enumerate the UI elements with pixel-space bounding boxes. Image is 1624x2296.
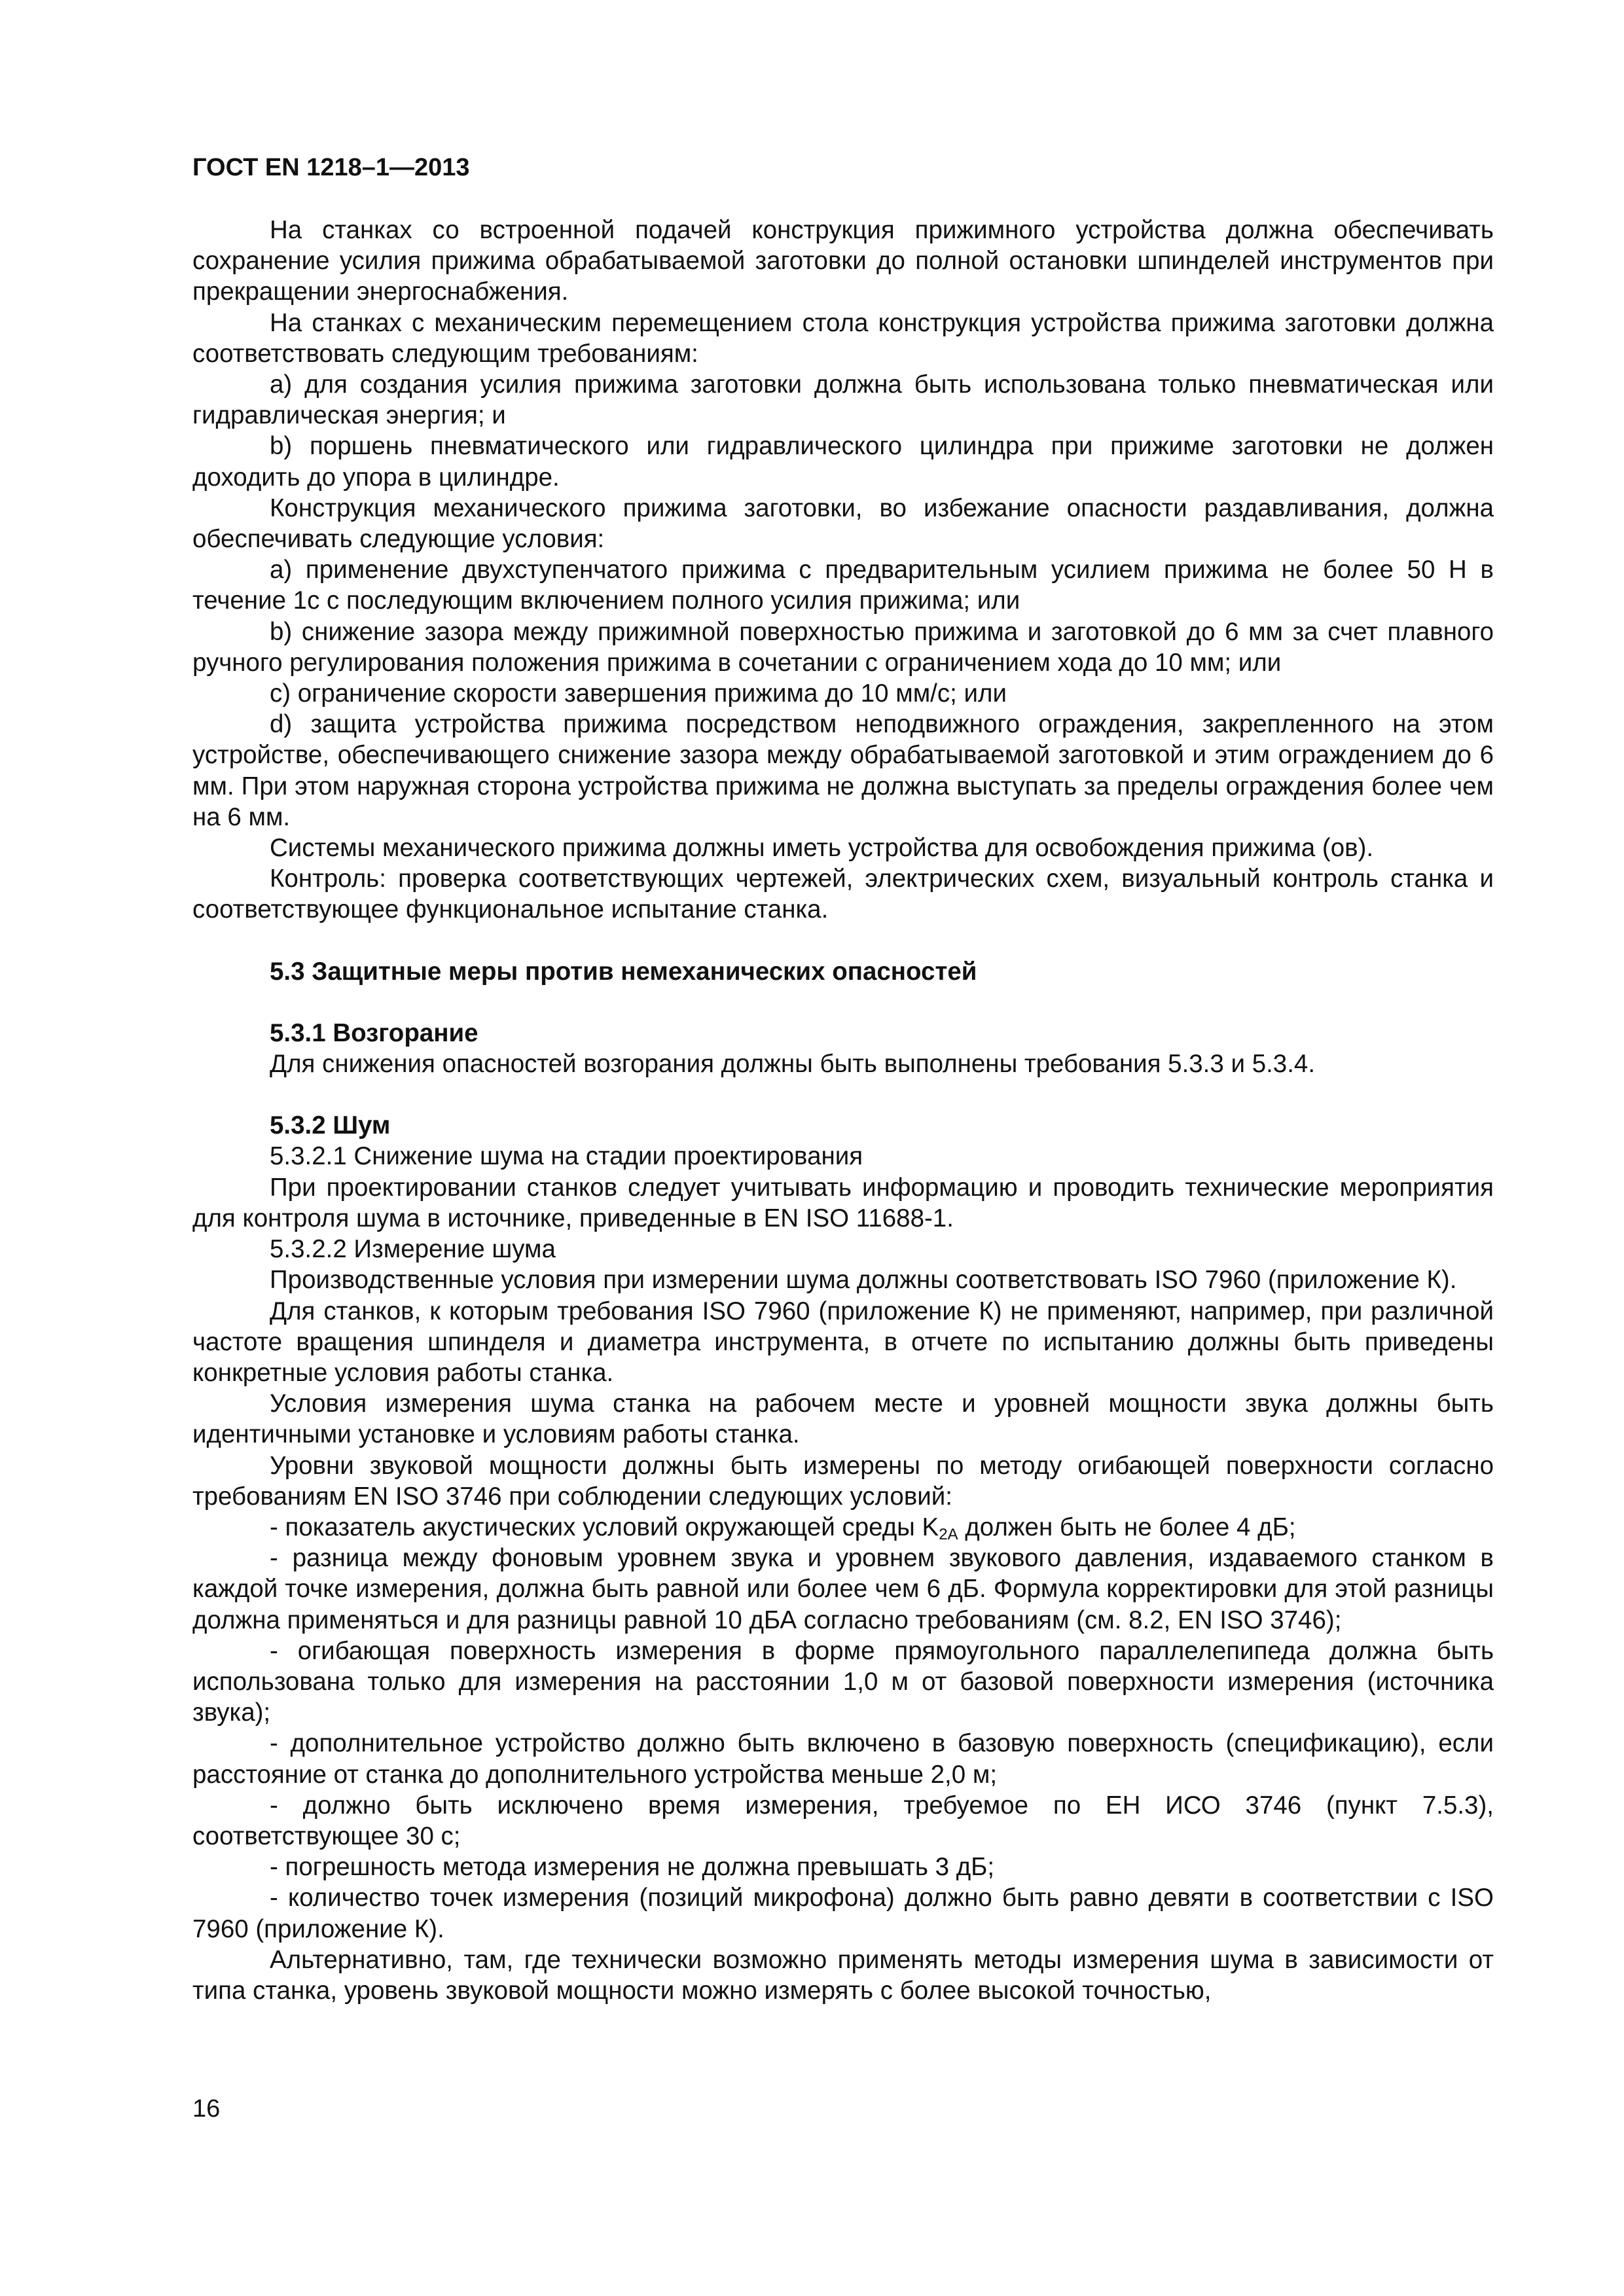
paragraph: На станках со встроенной подачей конструкция прижимного устройства должна обеспечивать сохранение усилия прижима обрабатываемой заготовки до полной остановки шпинделей инструментов при прекращении энергоснабжения.: [192, 216, 1494, 306]
condition-item: - должно быть исключено время измерения, требуемое по ЕН ИСО 3746 (пункт 7.5.3), соответствующее 30 с;: [192, 1791, 1494, 1850]
list-item: a) для создания усилия прижима заготовки должна быть использована только пневматическая или гидравлическая энергия; и: [192, 370, 1494, 430]
condition-item: - погрешность метода измерения не должна превышать 3 дБ;: [270, 1853, 995, 1882]
k2a-subscript: 2A: [939, 1525, 958, 1543]
condition-item: [192, 1512, 1494, 1543]
condition-item: - разница между фоновым уровнем звука и уровнем звукового давления, издаваемого станком в каждой точке измерения, должна быть равной или более чем 6 дБ. Формула корректировки для этой разницы должна применяться и для разницы равной 10 дБА согласно требованиям (см. 8.2, EN ISO 3746);: [192, 1544, 1494, 1634]
list-item: d) защита устройства прижима посредством неподвижного ограждения, закрепленного на этом устройстве, обеспечивающего снижение зазора между обрабатываемой заготовкой и этим ограждением до 6 мм. При этом наружная сторона устройства прижима не должна выступать за пределы ограждения более чем на 6 мм.: [192, 710, 1494, 831]
paragraph: Альтернативно, там, где технически возможно применять методы измерения шума в зависимости от типа станка, уровень звуковой мощности можно измерять с более высокой точностью,: [192, 1945, 1494, 2005]
subsection-heading: 5.3.2.2 Измерение шума: [270, 1235, 556, 1264]
section-heading-5-3-1: 5.3.1 Возгорание: [270, 1018, 478, 1047]
paragraph: Для станков, к которым требования ISO 7960 (приложение К) не применяют, например, при различной частоте вращения шпинделя и диаметра инструмента, в отчете по испытанию должны быть приведены конкретные условия работы станка.: [192, 1297, 1494, 1387]
paragraph: Системы механического прижима должны иметь устройства для освобождения прижима (ов).: [270, 834, 1374, 863]
condition-item: - дополнительное устройство должно быть включено в базовую поверхность (спецификацию), если расстояние от станка до дополнительного устройства меньше 2,0 м;: [192, 1729, 1494, 1789]
list-item: a) применение двухступенчатого прижима с предварительным усилием прижима не более 50 Н в течение 1с с последующим включением полного усилия прижима; или: [192, 556, 1494, 615]
list-item: b) поршень пневматического или гидравлического цилиндра при прижиме заготовки не должен доходить до упора в цилиндре.: [192, 432, 1494, 492]
document-code-header: ГОСТ EN 1218–1—2013: [192, 154, 470, 181]
paragraph: Производственные условия при измерении шума должны соответствовать ISO 7960 (приложение К).: [270, 1266, 1457, 1295]
list-item: b) снижение зазора между прижимной поверхностью прижима и заготовкой до 6 мм за счет плавного ручного регулирования положения прижима в сочетании с ограничением хода до 10 мм; или: [192, 617, 1494, 677]
list-item: c) ограничение скорости завершения прижима до 10 мм/с; или: [270, 679, 1007, 708]
subsection-heading: 5.3.2.1 Снижение шума на стадии проектирования: [270, 1142, 863, 1171]
paragraph: Уровни звуковой мощности должны быть измерены по методу огибающей поверхности согласно требованиям EN ISO 3746 при соблюдении следующих условий:: [192, 1451, 1494, 1511]
condition-item: - огибающая поверхность измерения в форме прямоугольного параллелепипеда должна быть использована только для измерения на расстоянии 1,0 м от базовой поверхности измерения (источника звука);: [192, 1636, 1494, 1727]
paragraph: Контроль: проверка соответствующих чертежей, электрических схем, визуальный контроль станка и соответствующее функциональное испытание станка.: [192, 865, 1494, 924]
paragraph: Конструкция механического прижима заготовки, во избежание опасности раздавливания, должна обеспечивать следующие условия:: [192, 493, 1494, 554]
condition-text: должен быть не более 4 дБ;: [958, 1513, 1296, 1541]
condition-text: - показатель акустических условий окружающей среды K: [270, 1513, 939, 1541]
section-heading-5-3-2: 5.3.2 Шум: [270, 1111, 391, 1140]
paragraph: При проектировании станков следует учитывать информацию и проводить технические мероприятия для контроля шума в источнике, приведенные в EN ISO 11688-1.: [192, 1173, 1494, 1232]
paragraph: На станках с механическим перемещением стола конструкция устройства прижима заготовки должна соответствовать следующим требованиям:: [192, 308, 1494, 368]
condition-item: - количество точек измерения (позиций микрофона) должно быть равно девяти в соответствии с ISO 7960 (приложение К).: [192, 1884, 1494, 1943]
document-body: [192, 215, 1494, 2006]
paragraph: Для снижения опасностей возгорания должны быть выполнены требования 5.3.3 и 5.3.4.: [270, 1050, 1316, 1079]
section-heading-5-3: 5.3 Защитные меры против немеханических опасностей: [270, 957, 977, 986]
paragraph: Условия измерения шума станка на рабочем месте и уровней мощности звука должны быть идентичными установке и условиям работы станка.: [192, 1390, 1494, 1449]
page-number: 16: [192, 2095, 221, 2123]
